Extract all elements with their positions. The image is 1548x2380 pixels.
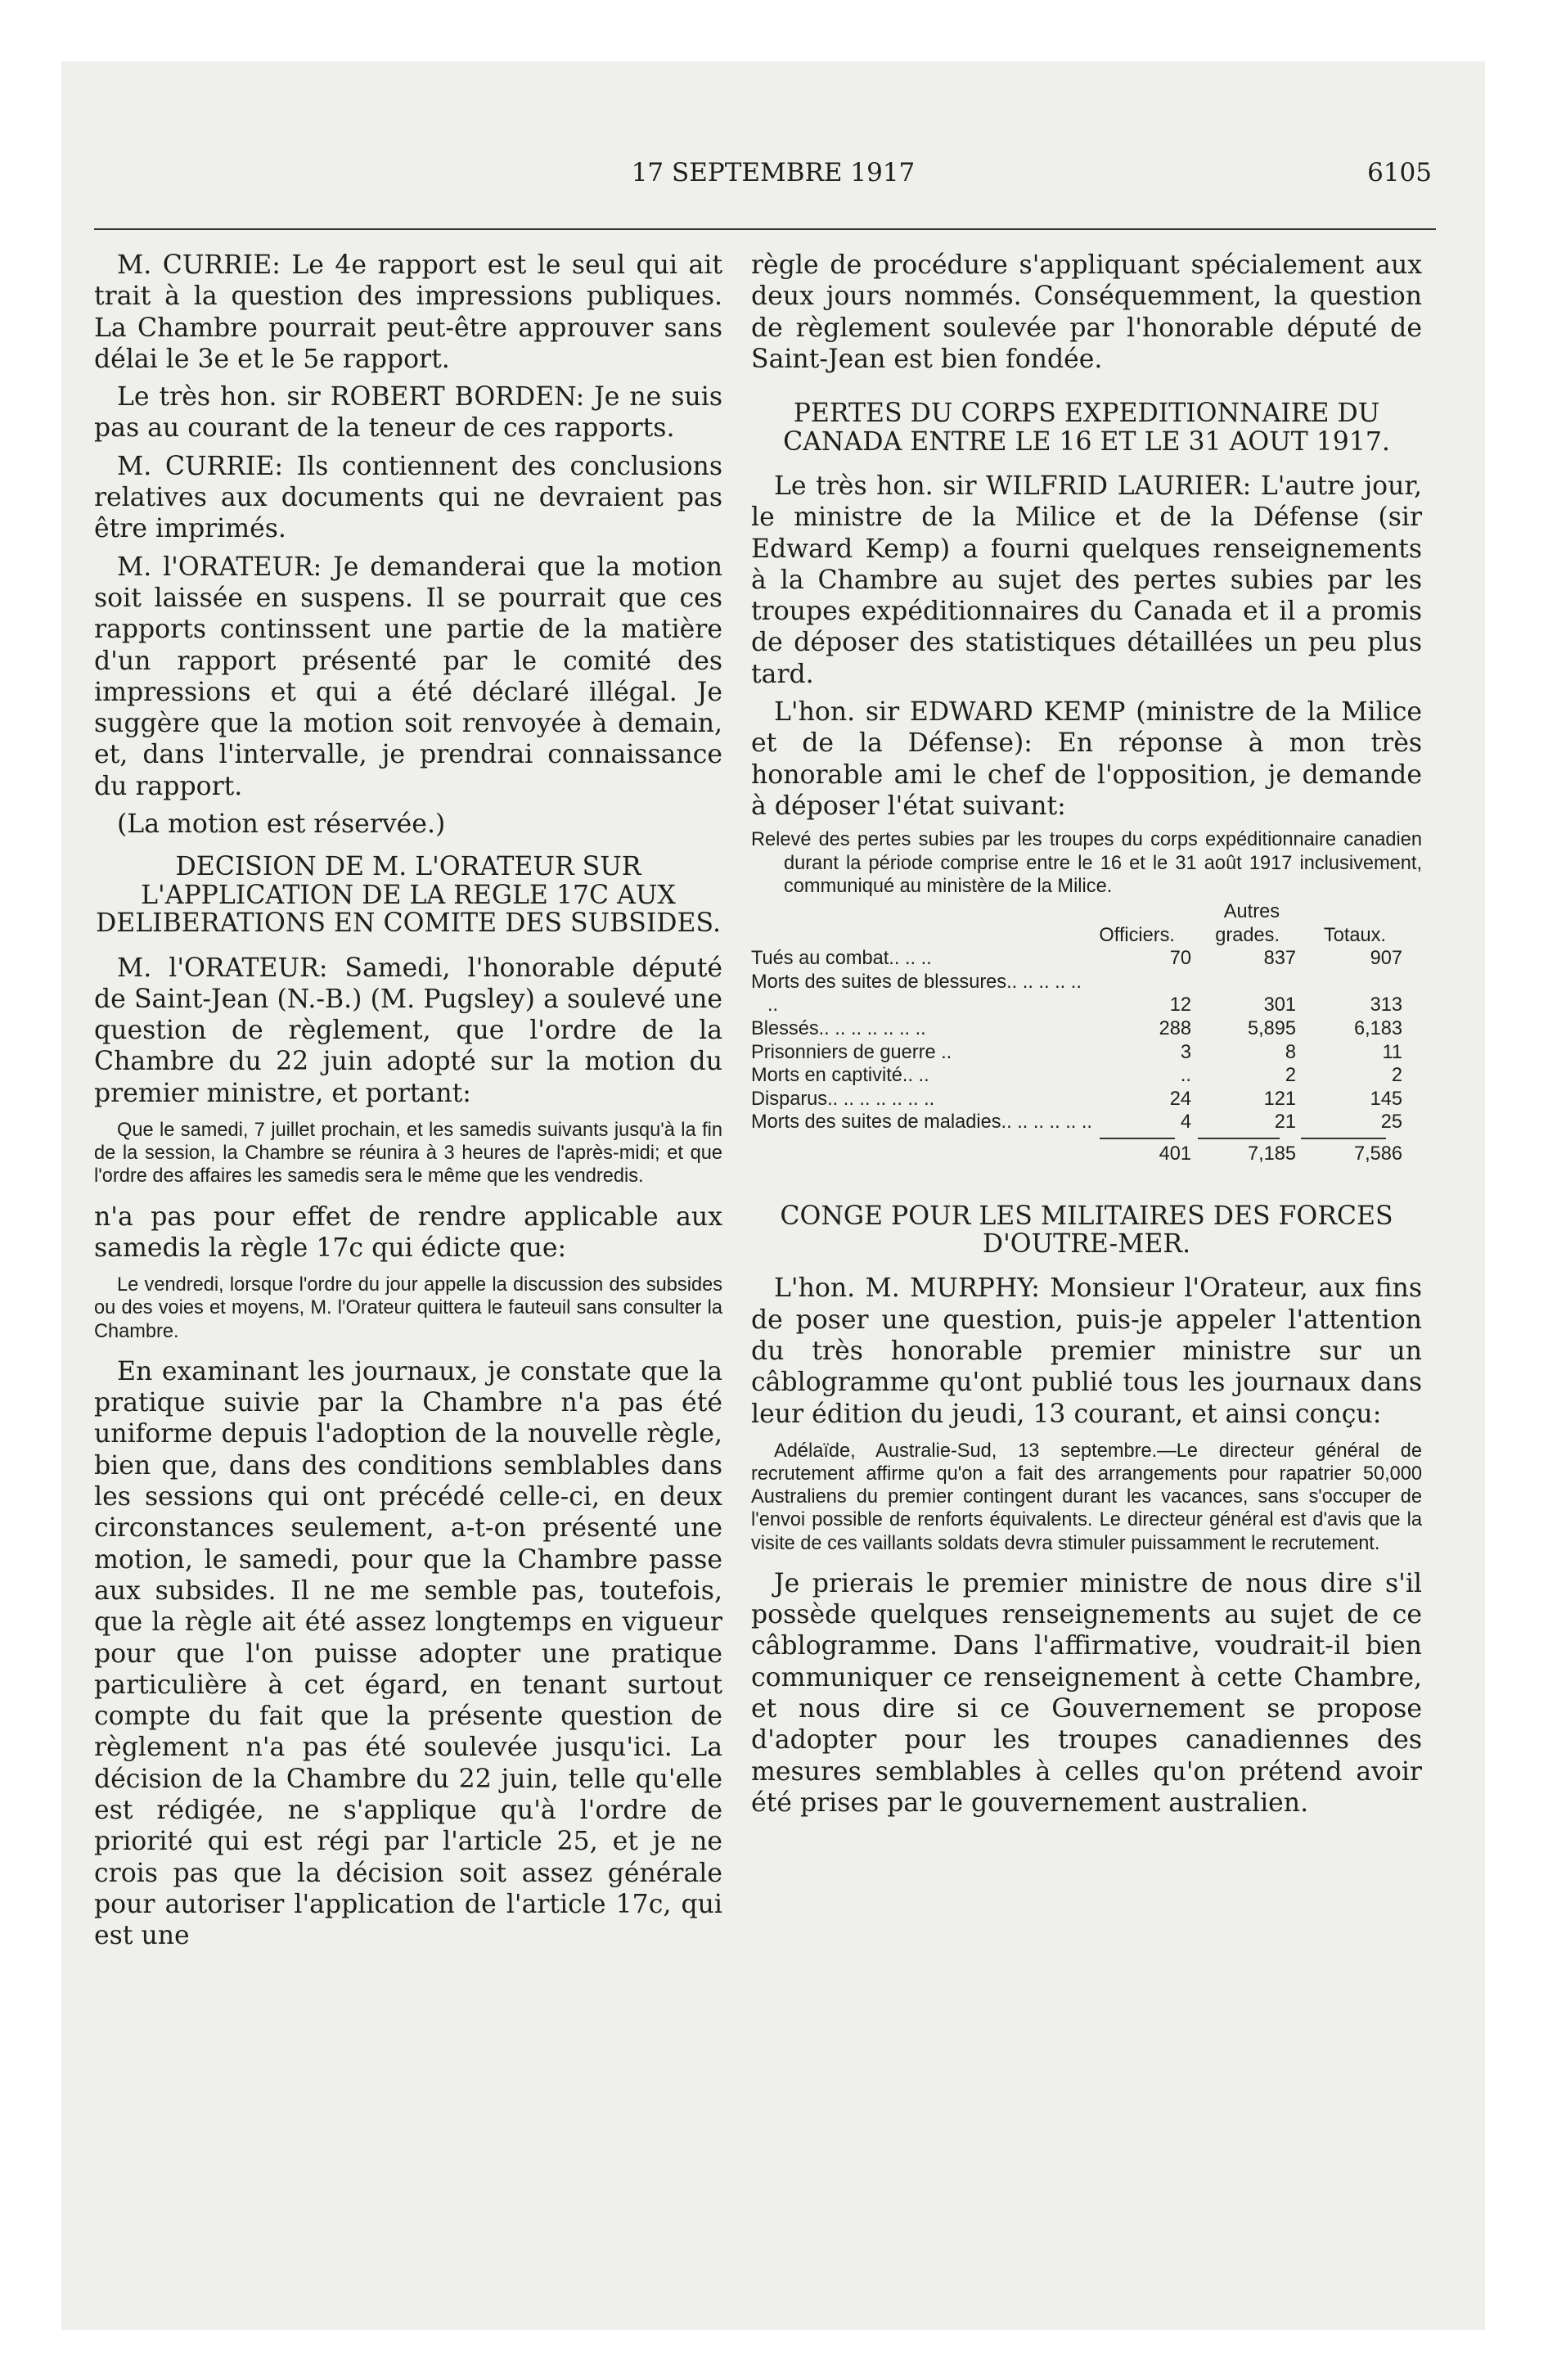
header-date: 17 SEPTEMBRE 1917: [631, 158, 916, 187]
cell-officers: 70: [1169, 948, 1191, 970]
paragraph: règle de procédure s'appliquant spécialement aux deux jours nommés. Conséquemment, la question de règlement soulevée par l'honorable député de Saint-Jean est bien fondée.: [751, 250, 1422, 374]
cell-total: 145: [1370, 1088, 1402, 1110]
row-label: Disparus.. .. .. .. .. .. ..: [751, 1088, 935, 1110]
cell-ranks: 837: [1263, 948, 1296, 970]
section-heading: CONGE POUR LES MILITAIRES DES FORCES D'OUTRE-MER.: [780, 1201, 1393, 1259]
cell-ranks: 121: [1263, 1088, 1296, 1110]
cell-ranks: 2: [1285, 1065, 1296, 1087]
cell-ranks: 5,895: [1247, 1018, 1296, 1040]
header-officers: Officiers.: [1099, 924, 1175, 946]
cell-ranks: 21: [1274, 1111, 1296, 1134]
section-heading: PERTES DU CORPS EXPEDITIONNAIRE DU CANADA ENTRE LE 16 ET LE 31 AOUT 1917.: [783, 399, 1390, 457]
paragraph: L'hon. sir EDWARD KEMP (ministre de la Milice et de la Défense): En réponse à mon très honorable ami le chef de l'opposition, je demande à déposer l'état suivant:: [751, 697, 1422, 821]
paragraph: L'hon. M. MURPHY: Monsieur l'Orateur, aux fins de poser une question, puis-je appeler l'attention du très honorable premier ministre sur un câblogramme qu'ont publié tous les journaux dans leur édition du jeudi, 13 courant, et ainsi conçu:: [751, 1273, 1422, 1429]
paragraph: M. CURRIE: Le 4e rapport est le seul qui ait trait à la question des impressions publiques. La Chambre pourrait peut-être approuver sans délai le 3e et le 5e rapport.: [94, 250, 722, 374]
paragraph: M. CURRIE: Ils contiennent des conclusions relatives aux documents qui ne devraient pas être imprimés.: [94, 451, 722, 544]
table-header: [751, 924, 1422, 948]
cell-officers: 12: [1169, 994, 1191, 1016]
table-row: [751, 1017, 1422, 1041]
cell-ranks: 8: [1285, 1041, 1296, 1063]
paragraph: Le très hon. sir WILFRID LAURIER: L'autre jour, le ministre de la Milice et de la Défense (sir Edward Kemp) a fourni quelques renseignements à la Chambre au sujet des pertes subies par les troupes expéditionnaires du Canada et il a promis de déposer des statistiques détaillées un peu plus tard.: [751, 471, 1422, 689]
table-row: [751, 1041, 1422, 1065]
right-column: [751, 250, 1422, 1825]
grand-total: 7,586: [1353, 1143, 1402, 1165]
row-label: Blessés.. .. .. .. .. .. ..: [751, 1018, 926, 1040]
cell-total: 907: [1370, 948, 1402, 970]
quotation: Le vendredi, lorsque l'ordre du jour appelle la discussion des subsides ou des voies et moyens, M. l'Orateur quittera le fauteuil sans consulter la Chambre.: [94, 1274, 722, 1342]
table-row: [751, 1111, 1422, 1134]
paragraph: Je prierais le premier ministre de nous dire s'il possède quelques renseignements au sujet de ce câblogramme. Dans l'affirmative, voudrait-il bien communiquer ce renseignement à cette Chambre, et nous dire si ce Gouvernement se propose d'adopter pour les troupes canadiennes des mesures semblables à celles qu'on prétend avoir été prises par le gouvernement australien.: [751, 1568, 1422, 1818]
page-number: 6105: [1367, 158, 1432, 187]
totals-rule: [751, 1134, 1422, 1143]
table-totals-row: [751, 1143, 1422, 1166]
cell-total: 2: [1391, 1065, 1402, 1087]
table-title: Relevé des pertes subies par les troupes du corps expéditionnaire canadien durant la période comprise entre le 16 et le 31 août 1917 inclusivement, communiqué au ministère de la Milice.: [751, 829, 1422, 898]
table-header-top: [751, 900, 1422, 924]
row-label: Prisonniers de guerre ..: [751, 1041, 952, 1063]
paragraph: M. l'ORATEUR: Je demanderai que la motion soit laissée en suspens. Il se pourrait que ces rapports continssent une partie de la matière d'un rapport présenté par le comité des impressions et qui a été déclaré illégal. Je suggère que la motion soit renvoyée à demain, et, dans l'intervalle, je prendrai connaissance du rapport.: [94, 552, 722, 801]
quotation: Que le samedi, 7 juillet prochain, et les samedis suivants jusqu'à la fin de la session, la Chambre se réunira à 3 heures de l'après-midi; et que l'ordre des affaires les samedis sera le même que les vendredis.: [94, 1120, 722, 1188]
header-rule: [94, 228, 1436, 230]
cell-ranks: 301: [1263, 994, 1296, 1016]
cell-officers: 4: [1180, 1111, 1191, 1134]
row-label: Morts des suites de blessures.. .. .. .. .. ..: [751, 971, 1082, 1016]
row-label: Morts en captivité.. ..: [751, 1065, 929, 1087]
scanned-page: [61, 61, 1485, 2330]
paragraph: Le très hon. sir ROBERT BORDEN: Je ne suis pas au courant de la teneur de ces rapports.: [94, 382, 722, 444]
total-officers: 401: [1159, 1143, 1191, 1165]
header-totals: Totaux.: [1323, 924, 1386, 946]
table-row: [751, 971, 1422, 1017]
cell-officers: 24: [1169, 1088, 1191, 1110]
paragraph: n'a pas pour effet de rendre applicable aux samedis la règle 17c qui édicte que:: [94, 1201, 722, 1263]
header-ranks-top: Autres: [1223, 901, 1280, 923]
header-ranks: grades.: [1215, 924, 1280, 946]
cell-total: 25: [1380, 1111, 1402, 1134]
cell-total: 313: [1370, 994, 1402, 1016]
section-heading: DECISION DE M. L'ORATEUR SUR L'APPLICATION DE LA REGLE 17C AUX DELIBERATIONS EN COMITE DES SUBSIDES.: [96, 852, 721, 939]
left-column: [94, 250, 722, 1959]
page-header: [61, 158, 1485, 191]
cell-total: 6,183: [1353, 1018, 1402, 1040]
paragraph: En examinant les journaux, je constate que la pratique suivie par la Chambre n'a pas été uniforme depuis l'adoption de la nouvelle règle, bien que, dans des conditions semblables dans les sessions qui ont précédé celle-ci, en deux circonstances seulement, a-t-on présenté une motion, le samedi, pour que la Chambre passe aux subsides. Il ne me semble pas, toutefois, que la règle ait été assez longtemps en vigueur pour que l'on puisse adopter une pratique particulière à cet égard, en tenant surtout compte du fait que la présente question de règlement n'a pas été soulevée jusqu'ici. La décision de la Chambre du 22 juin, telle qu'elle est rédigée, ne s'applique qu'à l'ordre de priorité qui est régi par l'article 25, et je ne crois pas que la décision soit assez générale pour autoriser l'application de l'article 17c, qui est une: [94, 1356, 722, 1951]
casualty-table: [751, 828, 1422, 1165]
cell-officers: ..: [1180, 1065, 1191, 1087]
total-ranks: 7,185: [1247, 1143, 1296, 1165]
table-row: [751, 1064, 1422, 1088]
paragraph: (La motion est réservée.): [117, 809, 446, 840]
cell-total: 11: [1382, 1041, 1402, 1063]
table-row: [751, 1088, 1422, 1111]
cell-officers: 288: [1159, 1018, 1191, 1040]
table-row: [751, 947, 1422, 971]
row-label: Morts des suites de maladies.. .. .. .. .. ..: [751, 1111, 1092, 1134]
row-label: Tués au combat.. .. ..: [751, 948, 932, 970]
cell-officers: 3: [1180, 1041, 1191, 1063]
quotation: Adélaïde, Australie-Sud, 13 septembre.—Le directeur général de recrutement affirme qu'on a fait des arrangements pour rapatrier 50,000 Australiens du premier contingent durant les vacances, sans s'occuper de l'envoi possible de renforts équivalents. Le directeur général est d'avis que la visite de ces vaillants soldats devra stimuler puissamment le recrutement.: [751, 1440, 1422, 1554]
paragraph: M. l'ORATEUR: Samedi, l'honorable député de Saint-Jean (N.-B.) (M. Pugsley) a soulevé une question de règlement, que l'ordre de la Chambre du 22 juin adopté sur la motion du premier ministre, et portant:: [94, 953, 722, 1108]
